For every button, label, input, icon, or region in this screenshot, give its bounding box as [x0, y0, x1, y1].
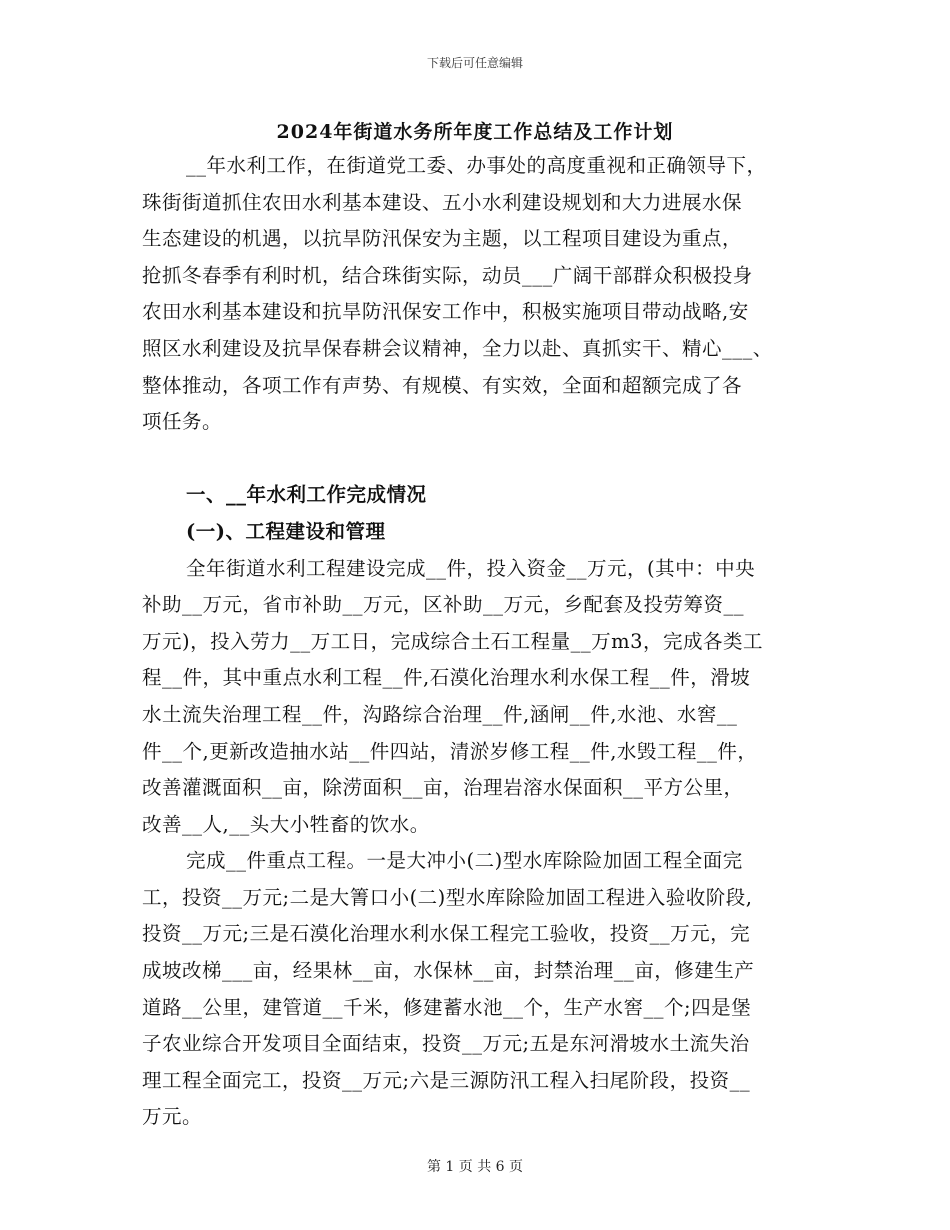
text-line: 成坡改梯___亩，经果林__亩，水保林__亩，封禁治理__亩，修建生产 — [142, 959, 755, 983]
text-line: 抢抓冬春季有利时机，结合珠街实际，动员___广阔干部群众积极投身 — [142, 263, 753, 287]
text-line: 照区水利建设及抗旱保春耕会议精神，全力以赴、真抓实干、精心___、 — [142, 336, 773, 360]
text-line: 工，投资__万元;二是大箐口小(二)型水库除险加固工程进入验收阶段, — [142, 885, 753, 909]
paragraph-construction — [142, 551, 812, 844]
text-line: 补助__万元，省市补助__万元，区补助__万元，乡配套及投劳筹资__ — [142, 593, 745, 617]
text-line: 完成__件重点工程。一是大冲小(二)型水库除险加固工程全面完 — [186, 849, 743, 873]
text-line: 理工程全面完工，投资__万元;六是三源防汛工程入扫尾阶段，投资__ — [142, 1068, 751, 1092]
text-line: 全年街道水利工程建设完成__件，投入资金__万元，(其中：中央 — [186, 556, 756, 580]
paragraph-key-projects — [142, 843, 812, 1136]
section-heading: 一、__年水利工作完成情况 — [186, 483, 427, 507]
text-line: 项任务。 — [142, 410, 223, 434]
text-line: 整体推动，各项工作有声势、有规模、有实效，全面和超额完成了各 — [142, 373, 743, 397]
spacer — [142, 441, 812, 478]
page-header: 下载后可任意编辑 — [426, 56, 523, 70]
text-line: __年水利工作，在街道党工委、办事处的高度重视和正确领导下， — [186, 154, 767, 177]
text-line: 水土流失治理工程__件，沟路综合治理__件,涵闸__件,水池、水窖__ — [142, 702, 738, 726]
text-line: 程__件，其中重点水利工程__件,石漠化治理水利水保工程__件，滑坡 — [142, 666, 751, 690]
text-line: 子农业综合开发项目全面结束，投资__万元;五是东河滑坡水土流失治 — [142, 1032, 750, 1056]
page-number-footer: 第 1 页 共 6 页 — [426, 1159, 524, 1175]
text-line: 件__个,更新改造抽水站__件四站，清淤岁修工程__件,水毁工程__件， — [142, 739, 758, 763]
text-line: 改善__人,__头大小牲畜的饮水。 — [142, 812, 430, 836]
document-title: 2024年街道水务所年度工作总结及工作计划 — [276, 121, 674, 143]
text-line: 投资__万元;三是石漠化治理水利水保工程完工验收，投资__万元，完 — [142, 922, 751, 946]
text-line: 珠街街道抓住农田水利基本建设、五小水利建设规划和大力进展水保 — [142, 190, 743, 214]
subsection-heading: (一)、工程建设和管理 — [186, 519, 386, 543]
document-body — [142, 148, 812, 1136]
text-line: 万元。 — [142, 1105, 203, 1129]
paragraph-intro — [142, 148, 812, 441]
text-line: 道路__公里，建管道__千米，修建蓄水池__个，生产水窖__个;四是堡 — [142, 995, 752, 1019]
text-line: 生态建设的机遇，以抗旱防汛保安为主题，以工程项目建设为重点， — [142, 227, 743, 251]
text-line: 万元)，投入劳力__万工日，完成综合土石工程量__万m3，完成各类工 — [142, 629, 764, 653]
text-line: 农田水利基本建设和抗旱防汛保安工作中，积极实施项目带动战略,安 — [142, 300, 749, 324]
text-line: 改善灌溉面积__亩，除涝面积__亩，治理岩溶水保面积__平方公里， — [142, 776, 744, 800]
